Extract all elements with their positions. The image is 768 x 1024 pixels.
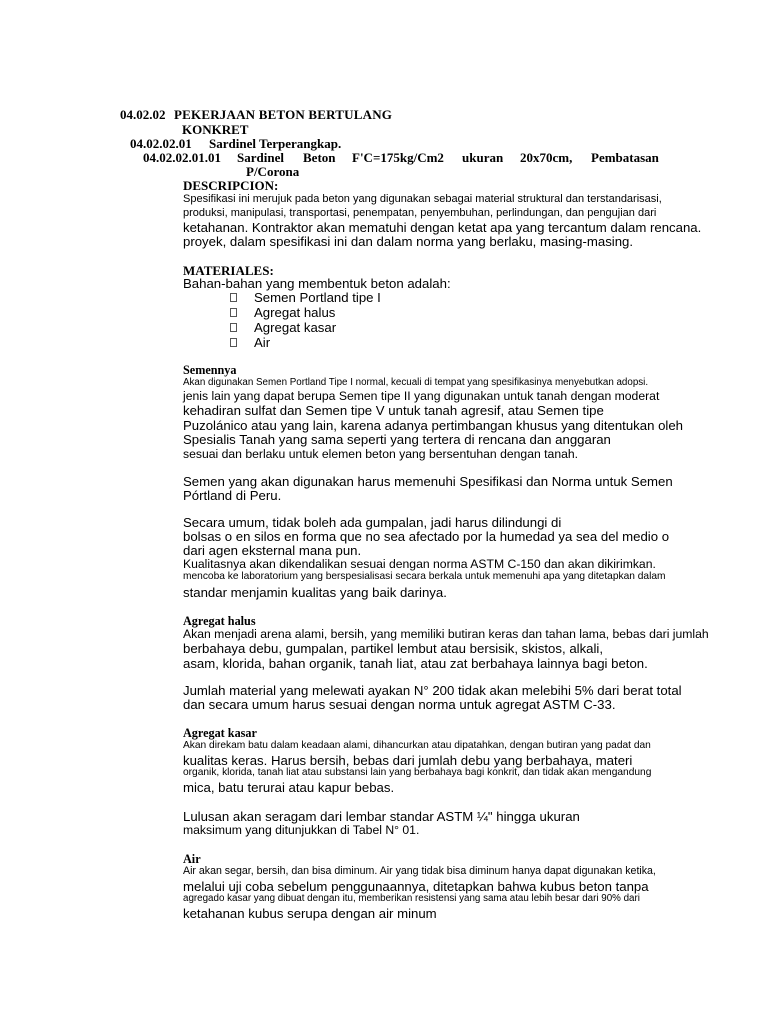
paragraph-line: organik, klorida, tanah liat atau substansi lain yang berbahaya bagi konkrit, dan tidak akan mengandung [183,767,652,778]
paragraph-line: Akan digunakan Semen Portland Tipe I normal, kecuali di tempat yang spesifikasinya menyebutkan adopsi. [183,377,649,388]
item-title-cont: P/Corona [246,164,300,179]
item-title-word: Sardinel [237,150,284,165]
agregat-kasar-heading: Agregat kasar [183,726,257,740]
section-title: PEKERJAAN BETON BERTULANG [174,107,393,122]
bullet-icon [230,293,237,302]
semennya-heading: Semennya [183,363,237,377]
paragraph-line: Spesialis Tanah yang sama seperti yang tertera di rencana dan anggaran [183,432,611,447]
paragraph-line: mencoba ke laboratorium yang berspesialisasi secara berkala untuk memenuhi apa yang ditetapkan dalam [183,571,666,582]
agregat-halus-heading: Agregat halus [183,614,256,628]
list-item: Air [254,335,271,350]
paragraph-line: mica, batu terurai atau kapur bebas. [183,780,395,795]
paragraph-line: agregado kasar yang dibuat dengan itu, memberikan resistensi yang sama atau lebih besar dari 90% dari [183,893,640,904]
descripcion-heading: DESCRIPCION: [183,178,279,193]
paragraph-line: kualitas keras. Harus bersih, bebas dari jumlah debu yang berbahaya, materi [183,753,633,768]
paragraph-line: Akan direkam batu dalam keadaan alami, dihancurkan atau dipatahkan, dengan butiran yang padat dan [183,740,651,751]
paragraph-line: Pórtland di Peru. [183,488,282,503]
paragraph-line: ketahanan. Kontraktor akan mematuhi dengan ketat apa yang tercantum dalam rencana. [183,220,702,235]
paragraph-line: Puzolánico atau yang lain, karena adanya pertimbangan khusus yang ditentukan oleh [183,418,684,433]
bullet-icon [230,308,237,317]
paragraph-line: Secara umum, tidak boleh ada gumpalan, jadi harus dilindungi di [183,515,562,530]
list-item: Semen Portland tipe I [254,290,381,305]
section-title-cont: KONKRET [182,122,249,137]
paragraph-line: dari agen eksternal mana pun. [183,543,362,558]
air-heading: Air [183,852,201,866]
item-code: 04.02.02.01.01 [143,150,221,165]
section-code: 04.02.02 [120,107,166,122]
item-title-word: F'C=175kg/Cm2 [352,150,444,165]
item-title-word: Pembatasan [591,150,659,165]
item-title-word: Beton [303,150,336,165]
paragraph-line: dan secara umum harus sesuai dengan norma untuk agregat ASTM C-33. [183,697,616,712]
paragraph-line: jenis lain yang dapat berupa Semen tipe II yang digunakan untuk tanah dengan moderat [183,389,660,403]
list-item: Agregat kasar [254,320,337,335]
paragraph-line: produksi, manipulasi, transportasi, penempatan, penyembuhan, perlindungan, dan pengujian dari [183,207,657,219]
bullet-icon [230,323,237,332]
subsection-code: 04.02.02.01 [130,136,192,151]
materiales-intro: Bahan-bahan yang membentuk beton adalah: [183,276,451,291]
item-title-word: ukuran [462,150,504,165]
list-item: Agregat halus [254,305,336,320]
paragraph-line: bolsas o en silos en forma que no sea afectado por la humedad ya sea del medio o [183,529,670,544]
paragraph-line: Semen yang akan digunakan harus memenuhi Spesifikasi dan Norma untuk Semen [183,474,673,489]
paragraph-line: ketahanan kubus serupa dengan air minum [183,906,437,921]
paragraph-line: proyek, dalam spesifikasi ini dan dalam norma yang berlaku, masing-masing. [183,234,634,249]
paragraph-line: berbahaya debu, gumpalan, partikel lembut atau bersisik, skistos, alkali, [183,641,604,656]
paragraph-line: Lulusan akan seragam dari lembar standar ASTM ¼" hingga ukuran [183,809,580,824]
paragraph-line: standar menjamin kualitas yang baik darinya. [183,585,447,600]
bullet-icon [230,338,237,347]
paragraph-line: Jumlah material yang melewati ayakan N° 200 tidak akan melebihi 5% dari berat total [183,683,682,698]
paragraph-line: asam, klorida, bahan organik, tanah liat, atau zat berbahaya lainnya bagi beton. [183,656,648,671]
paragraph-line: sesuai dan berlaku untuk elemen beton yang bersentuhan dengan tanah. [183,447,579,461]
item-title-word: 20x70cm, [520,150,573,165]
materiales-heading: MATERIALES: [183,263,274,278]
paragraph-line: Akan menjadi arena alami, bersih, yang memiliki butiran keras dan tahan lama, bebas dari jumlah [183,627,709,641]
paragraph-line: maksimum yang ditunjukkan di Tabel N° 01. [183,823,420,837]
paragraph-line: Kualitasnya akan dikendalikan sesuai dengan norma ASTM C-150 dan akan dikirimkan. [183,557,656,571]
paragraph-line: kehadiran sulfat dan Semen tipe V untuk tanah agresif, atau Semen tipe [183,403,604,418]
paragraph-line: Air akan segar, bersih, dan bisa diminum. Air yang tidak bisa diminum hanya dapat digunakan ketika, [183,865,656,877]
paragraph-line: Spesifikasi ini merujuk pada beton yang digunakan sebagai material struktural dan terstandarisasi, [183,193,662,205]
subsection-title: Sardinel Terperangkap. [209,136,342,151]
paragraph-line: melalui uji coba sebelum penggunaannya, ditetapkan bahwa kubus beton tanpa [183,879,649,894]
